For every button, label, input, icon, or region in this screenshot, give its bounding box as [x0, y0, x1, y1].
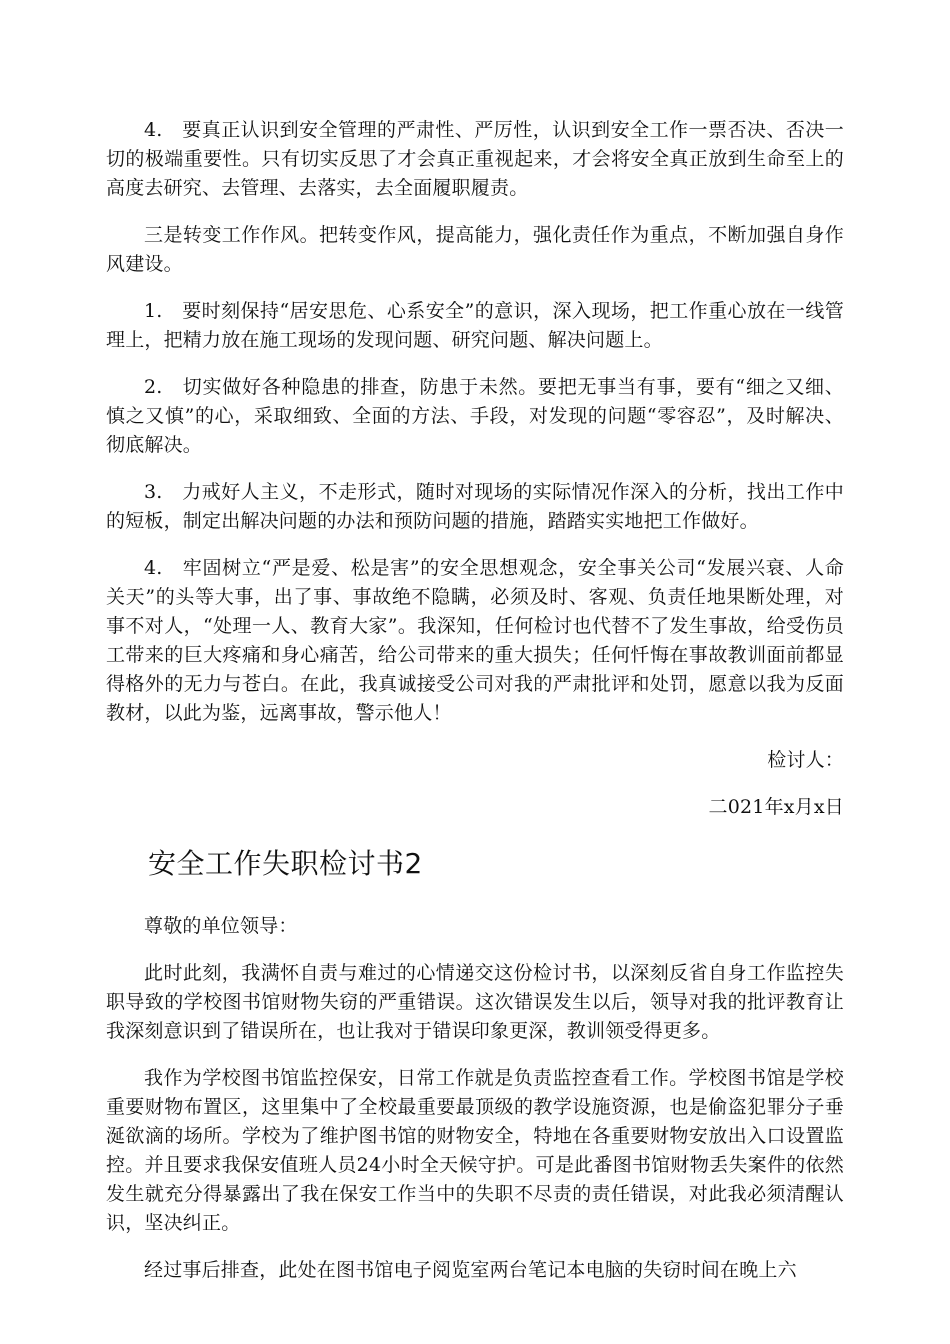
- paragraph-item-4-safety-importance: 4. 要真正认识到安全管理的严肃性、严厉性，认识到安全工作一票否决、否决一切的极端重要性。只有切实反思了才会真正重视起来，才会将安全真正放到生命至上的高度去研究、去管理、去落实，去全面履职履责。: [106, 119, 844, 199]
- date-line: 二021年x月x日: [708, 796, 844, 818]
- paragraph-work-style: 三是转变工作作风。把转变作风，提高能力，强化责任作为重点，不断加强自身作风建设。: [106, 224, 844, 275]
- paragraph-item-4-safety-concept: 4. 牢固树立“严是爱、松是害”的安全思想观念，安全事关公司“发展兴衰、人命关天”的头等大事，出了事、事故绝不隐瞒，必须及时、客观、负责任地果断处理，对事不对人，“处理一人、教育大家”。我深知，任何检讨也代替不了发生事故，给受伤员工带来的巨大疼痛和身心痛苦，给公司带来的重大损失；任何忏悔在事故教训面前都显得格外的无力与苍白。在此，我真诚接受公司对我的严肃批评和处罚，愿意以我为反面教材，以此为鉴，远离事故，警示他人！: [106, 557, 844, 724]
- paragraph-item-2-hazard-check: 2. 切实做好各种隐患的排查，防患于未然。要把无事当有事，要有“细之又细、慎之又慎”的心，采取细致、全面的方法、手段，对发现的问题“零容忍”，及时解决、彻底解决。: [106, 376, 844, 456]
- paragraph-opening: 此时此刻，我满怀自责与难过的心情递交这份检讨书，以深刻反省自身工作监控失职导致的学校图书馆财物失窃的严重错误。这次错误发生以后，领导对我的批评教育让我深刻意识到了错误所在，也让我对于错误印象更深，教训领受得更多。: [106, 962, 844, 1042]
- signature-line: 检讨人：: [767, 749, 844, 771]
- salutation: 尊敬的单位领导：: [144, 915, 298, 937]
- paragraph-item-1-vigilance: 1. 要时刻保持“居安思危、心系安全”的意识，深入现场，把工作重心放在一线管理上，把精力放在施工现场的发现问题、研究问题、解决问题上。: [106, 300, 844, 351]
- section-heading: 安全工作失职检讨书2: [148, 847, 423, 880]
- paragraph-item-3-no-formality: 3. 力戒好人主义，不走形式，随时对现场的实际情况作深入的分析，找出工作中的短板，制定出解决问题的办法和预防问题的措施，踏踏实实地把工作做好。: [106, 481, 844, 532]
- paragraph-job-description: 我作为学校图书馆监控保安，日常工作就是负责监控查看工作。学校图书馆是学校重要财物布置区，这里集中了全校最重要最顶级的教学设施资源，也是偷盗犯罪分子垂涎欲滴的场所。学校为了维护图书馆的财物安全，特地在各重要财物安放出入口设置监控。并且要求我保安值班人员24小时全天候守护。可是此番图书馆财物丢失案件的依然发生就充分得暴露出了我在保安工作当中的失职不尽责的责任错误，对此我必须清醒认识，坚决纠正。: [106, 1067, 844, 1234]
- paragraph-investigation: 经过事后排查，此处在图书馆电子阅览室两台笔记本电脑的失窃时间在晚上六: [144, 1259, 797, 1281]
